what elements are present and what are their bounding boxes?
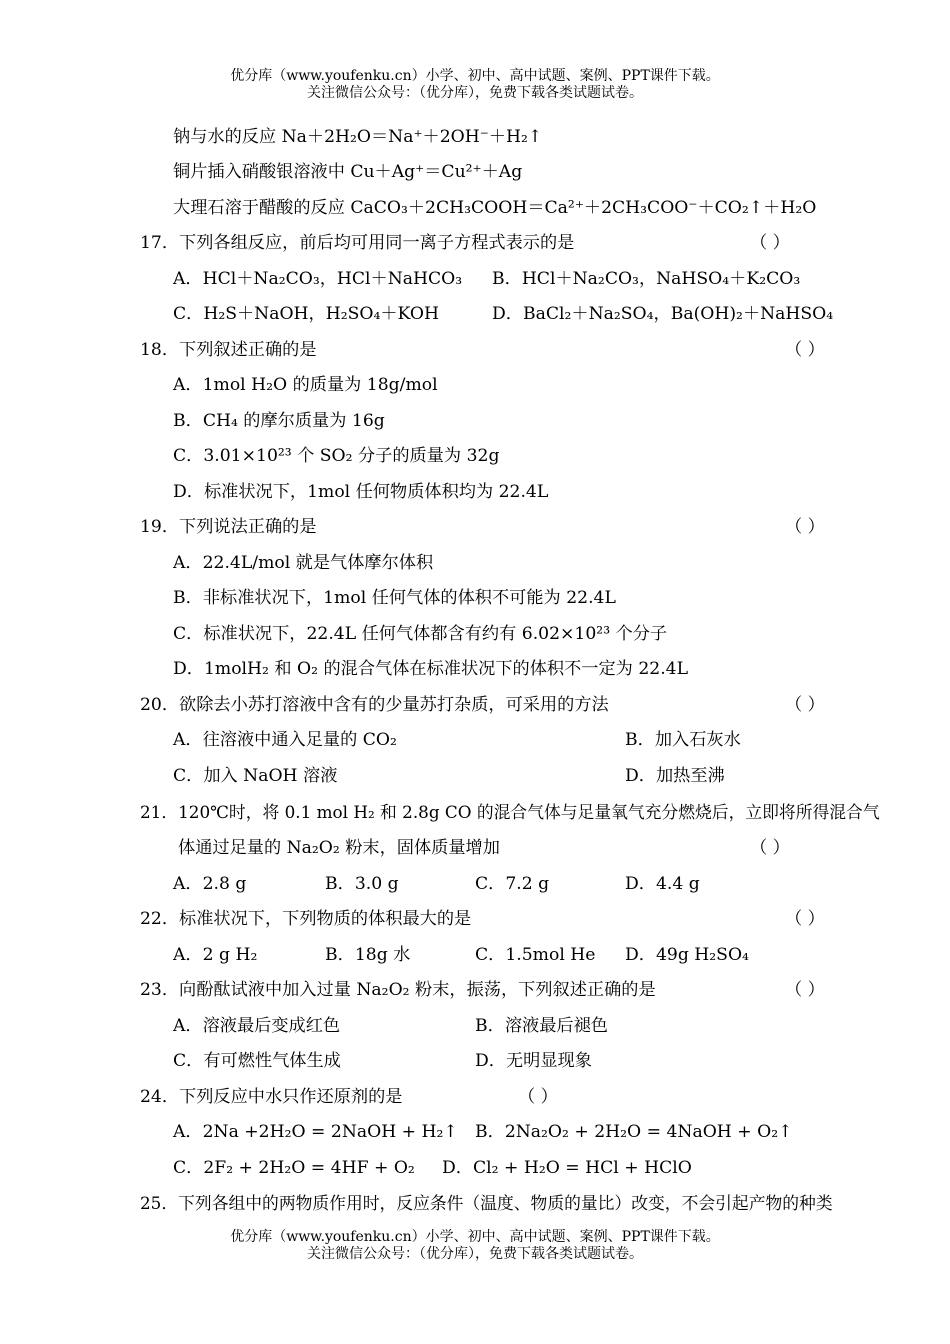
q21-answer-blank: （ ） bbox=[750, 838, 790, 858]
q23-option-a: A．溶液最后变成红色 bbox=[173, 1016, 341, 1036]
q22-answer-blank: （ ） bbox=[785, 909, 825, 929]
q18-stem: 18．下列叙述正确的是 bbox=[140, 340, 317, 360]
q17-stem: 17．下列各组反应，前后均可用同一离子方程式表示的是 bbox=[140, 233, 575, 253]
q23-option-c: C．有可燃性气体生成 bbox=[173, 1051, 341, 1071]
header-line-1: 优分库（www.youfenku.cn）小学、初中、高中试题、案例、PPT课件下载。 bbox=[230, 68, 720, 84]
footer-line-2: 关注微信公众号：（优分库），免费下载各类试题试卷。 bbox=[307, 1246, 643, 1262]
q24-option-b: B．2Na₂O₂ + 2H₂O = 4NaOH + O₂↑ bbox=[475, 1122, 793, 1142]
q25-stem: 25．下列各组中的两物质作用时，反应条件（温度、物质的量比）改变，不会引起产物的种类 bbox=[140, 1193, 833, 1213]
q17-option-a: A．HCl＋Na₂CO₃，HCl＋NaHCO₃ bbox=[173, 269, 463, 289]
q20-option-b: B．加入石灰水 bbox=[625, 730, 741, 750]
q19-stem: 19．下列说法正确的是 bbox=[140, 517, 317, 537]
page-header bbox=[0, 68, 950, 102]
q17-option-b: B．HCl＋Na₂CO₃，NaHSO₄＋K₂CO₃ bbox=[492, 269, 801, 289]
q23-answer-blank: （ ） bbox=[785, 980, 825, 1000]
q16-option-c: 铜片插入硝酸银溶液中 Cu＋Ag⁺＝Cu²⁺＋Ag bbox=[173, 162, 523, 182]
q24-answer-blank: （ ） bbox=[518, 1087, 558, 1107]
q21-option-c: C．7.2 g bbox=[475, 874, 550, 894]
q16-option-d: 大理石溶于醋酸的反应 CaCO₃＋2CH₃COOH＝Ca²⁺＋2CH₃COO⁻＋CO₂↑＋H₂O bbox=[173, 198, 817, 218]
q16-option-b: 钠与水的反应 Na＋2H₂O＝Na⁺＋2OH⁻＋H₂↑ bbox=[173, 127, 543, 147]
q19-option-c: C．标准状况下，22.4L 任何气体都含有约有 6.02×10²³ 个分子 bbox=[173, 624, 668, 644]
q24-option-c: C．2F₂ + 2H₂O = 4HF + O₂ bbox=[173, 1158, 415, 1178]
q18-option-d: D．标准状况下，1mol 任何物质体积均为 22.4L bbox=[173, 482, 549, 502]
q23-stem: 23．向酚酞试液中加入过量 Na₂O₂ 粉末，振荡，下列叙述正确的是 bbox=[140, 980, 656, 1000]
q22-option-b: B．18g 水 bbox=[325, 945, 411, 965]
q20-option-a: A．往溶液中通入足量的 CO₂ bbox=[173, 730, 397, 750]
q17-answer-blank: （ ） bbox=[750, 233, 790, 253]
q17-option-d: D．BaCl₂＋Na₂SO₄，Ba(OH)₂＋NaHSO₄ bbox=[492, 304, 834, 324]
q21-stem: 21．120℃时，将 0.1 mol H₂ 和 2.8g CO 的混合气体与足量氧气充分燃烧后，立即将所得混合气 bbox=[140, 802, 880, 822]
q18-answer-blank: （ ） bbox=[785, 340, 825, 360]
q19-option-d: D．1molH₂ 和 O₂ 的混合气体在标准状况下的体积不一定为 22.4L bbox=[173, 659, 689, 679]
q19-option-b: B．非标准状况下，1mol 任何气体的体积不可能为 22.4L bbox=[173, 588, 616, 608]
q18-option-c: C．3.01×10²³ 个 SO₂ 分子的质量为 32g bbox=[173, 446, 500, 466]
q20-answer-blank: （ ） bbox=[785, 695, 825, 715]
header-line-2: 关注微信公众号：（优分库），免费下载各类试题试卷。 bbox=[307, 85, 643, 101]
q22-option-c: C．1.5mol He bbox=[475, 945, 596, 965]
q21-option-b: B．3.0 g bbox=[325, 874, 399, 894]
q19-option-a: A．22.4L/mol 就是气体摩尔体积 bbox=[173, 553, 434, 573]
q21-stem-continued: 体通过足量的 Na₂O₂ 粉末，固体质量增加 bbox=[178, 838, 500, 858]
q24-option-a: A．2Na +2H₂O = 2NaOH + H₂↑ bbox=[173, 1122, 458, 1142]
q24-stem: 24．下列反应中水只作还原剂的是 bbox=[140, 1087, 403, 1107]
q21-option-a: A．2.8 g bbox=[173, 874, 247, 894]
q20-option-c: C．加入 NaOH 溶液 bbox=[173, 766, 338, 786]
q24-option-d: D．Cl₂ + H₂O = HCl + HClO bbox=[442, 1158, 692, 1178]
q22-option-a: A．2 g H₂ bbox=[173, 945, 258, 965]
q23-option-b: B．溶液最后褪色 bbox=[475, 1016, 608, 1036]
q20-stem: 20．欲除去小苏打溶液中含有的少量苏打杂质，可采用的方法 bbox=[140, 695, 609, 715]
q20-option-d: D．加热至沸 bbox=[625, 766, 725, 786]
q18-option-b: B．CH₄ 的摩尔质量为 16g bbox=[173, 411, 385, 431]
q18-option-a: A．1mol H₂O 的质量为 18g/mol bbox=[173, 375, 438, 395]
page-footer bbox=[0, 1229, 950, 1263]
q22-option-d: D．49g H₂SO₄ bbox=[625, 945, 749, 965]
q17-option-c: C．H₂S＋NaOH，H₂SO₄＋KOH bbox=[173, 304, 440, 324]
q21-option-d: D．4.4 g bbox=[625, 874, 700, 894]
q23-option-d: D．无明显现象 bbox=[475, 1051, 592, 1071]
q22-stem: 22．标准状况下，下列物质的体积最大的是 bbox=[140, 909, 472, 929]
footer-line-1: 优分库（www.youfenku.cn）小学、初中、高中试题、案例、PPT课件下载。 bbox=[230, 1229, 720, 1245]
q19-answer-blank: （ ） bbox=[785, 517, 825, 537]
